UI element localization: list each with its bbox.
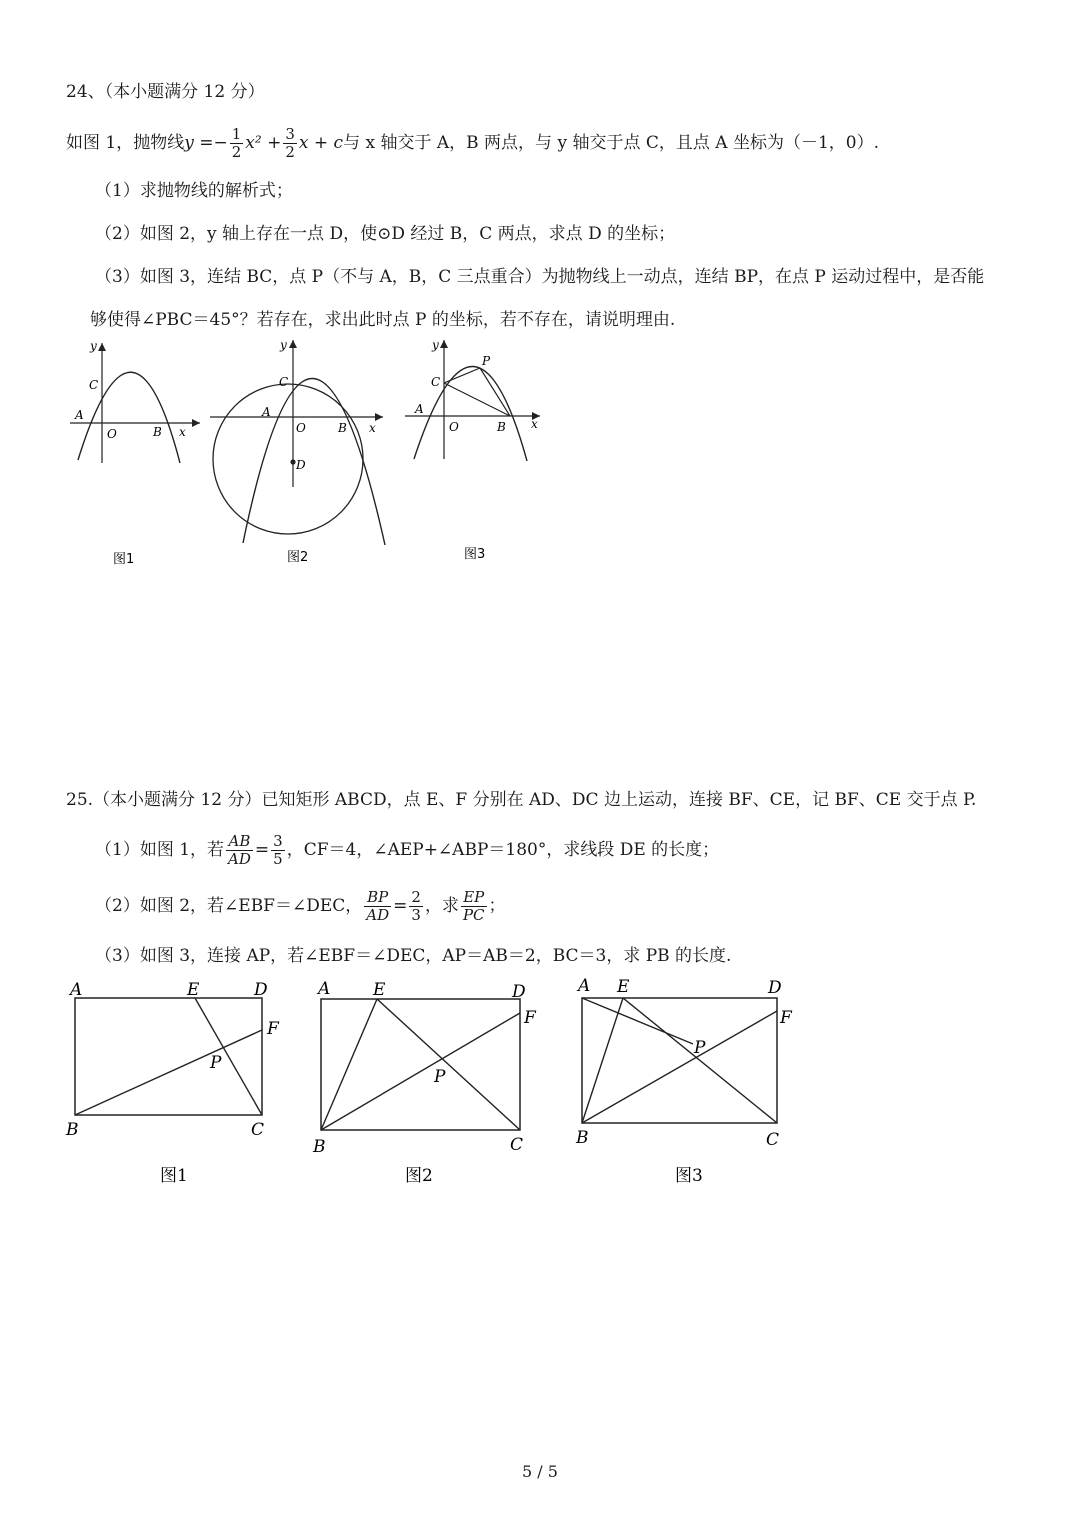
label-d: D	[512, 982, 526, 1002]
q24-figure-1	[60, 335, 205, 575]
label-d: D	[768, 978, 782, 998]
q25-fig2-caption: 图2	[405, 1166, 433, 1186]
label-o: O	[107, 427, 117, 441]
fraction-bp-ad: $\frac{BP}{AD}$	[366, 888, 390, 924]
label-f: F	[267, 1019, 279, 1039]
q24-fig2-caption: 图2	[287, 550, 309, 565]
label-p: P	[694, 1038, 706, 1058]
fraction-ep-pc: $\frac{EP}{PC}$	[462, 888, 485, 924]
label-o: O	[449, 420, 459, 434]
fraction-3-5: $\frac{3}{5}$	[273, 832, 283, 868]
fraction-ab-ad: $\frac{AB}{AD}$	[228, 832, 251, 868]
fraction-3-2: $\frac{3}{2}$	[285, 125, 295, 161]
q24-part1: （1）求抛物线的解析式；	[95, 181, 293, 201]
label-c: C	[431, 375, 441, 389]
label-e: E	[617, 977, 630, 997]
q24-part3-line2: 够使得∠PBC＝45°？若存在，求出此时点 P 的坐标，若不存在，请说明理由.	[90, 310, 676, 330]
label-p: P	[210, 1053, 222, 1073]
q24-figure-2	[205, 335, 395, 575]
q24-figure-3	[400, 335, 550, 575]
label-d: D	[296, 458, 306, 472]
fraction-2-3: $\frac{2}{3}$	[411, 888, 421, 924]
label-p: P	[434, 1067, 446, 1087]
label-a: A	[70, 980, 83, 1000]
q24-part3-line1: （3）如图 3，连结 BC，点 P（不与 A，B，C 三点重合）为抛物线上一动点，连结 BP，在点 P 运动过程中，是否能	[95, 267, 985, 287]
label-a: A	[578, 976, 591, 996]
label-a: A	[318, 979, 331, 999]
label-y: y	[280, 338, 287, 352]
label-b: B	[66, 1120, 79, 1140]
fraction-1-2: $\frac{1}{2}$	[231, 125, 242, 161]
label-b: B	[576, 1128, 589, 1148]
label-o: O	[296, 421, 306, 435]
q24-fig3-caption: 图3	[464, 547, 486, 562]
label-a: A	[75, 408, 84, 422]
label-d: D	[254, 980, 268, 1000]
q25-part3: （3）如图 3，连接 AP，若∠EBF＝∠DEC，AP＝AB＝2，BC＝3，求 PB 的长度.	[95, 946, 732, 966]
q24-fig1-caption: 图1	[113, 552, 135, 567]
label-y: y	[90, 339, 97, 353]
q24-heading: 24、（本小题满分 12 分）	[66, 82, 265, 102]
label-e: E	[373, 980, 386, 1000]
label-x: x	[369, 421, 376, 435]
label-c: C	[766, 1130, 780, 1150]
label-a: A	[415, 402, 424, 416]
label-b: B	[338, 421, 347, 435]
q25-figure-1	[60, 975, 290, 1190]
q25-part1: （1）如图 1，若 $\frac{AB}{AD}$ = $\frac{3}{5}$ ，CF＝4，∠AEP+∠ABP＝180°，求线段 DE 的长度；	[95, 832, 720, 868]
label-f: F	[524, 1008, 536, 1028]
label-e: E	[187, 980, 200, 1000]
q25-figure-3	[570, 970, 810, 1190]
q25-intro: 25.（本小题满分 12 分）已知矩形 ABCD，点 E、F 分别在 AD、DC 边上运动，连接 BF、CE，记 BF、CE 交于点 P.	[66, 790, 977, 810]
label-b: B	[497, 420, 506, 434]
label-p: P	[482, 354, 491, 368]
label-c: C	[279, 375, 289, 389]
q24-part2: （2）如图 2，y 轴上存在一点 D，使⊙D 经过 B，C 两点，求点 D 的坐标；	[95, 224, 676, 244]
q25-figure-2	[305, 975, 555, 1190]
q25-fig1-caption: 图1	[160, 1166, 188, 1186]
label-y: y	[432, 338, 439, 352]
label-c: C	[251, 1120, 265, 1140]
label-c: C	[510, 1135, 524, 1155]
q25-fig3-caption: 图3	[675, 1166, 703, 1186]
q24-intro: 如图 1，抛物线y =− $\frac{1}{2}$ x² + $\frac{3}{2}$ x + c与 x 轴交于 A，B 两点，与 y 轴交于点 C，且点 A 坐标为（－1，0）.	[66, 125, 879, 161]
label-b: B	[153, 425, 162, 439]
label-b: B	[313, 1137, 326, 1157]
label-x: x	[179, 425, 186, 439]
label-c: C	[89, 378, 99, 392]
label-a: A	[262, 405, 271, 419]
label-f: F	[780, 1008, 792, 1028]
label-x: x	[531, 417, 538, 431]
q25-part2: （2）如图 2，若∠EBF＝∠DEC， $\frac{BP}{AD}$ = $\frac{2}{3}$ ，求 $\frac{EP}{PC}$ ；	[95, 888, 506, 924]
page-number: 5 / 5	[522, 1462, 558, 1481]
